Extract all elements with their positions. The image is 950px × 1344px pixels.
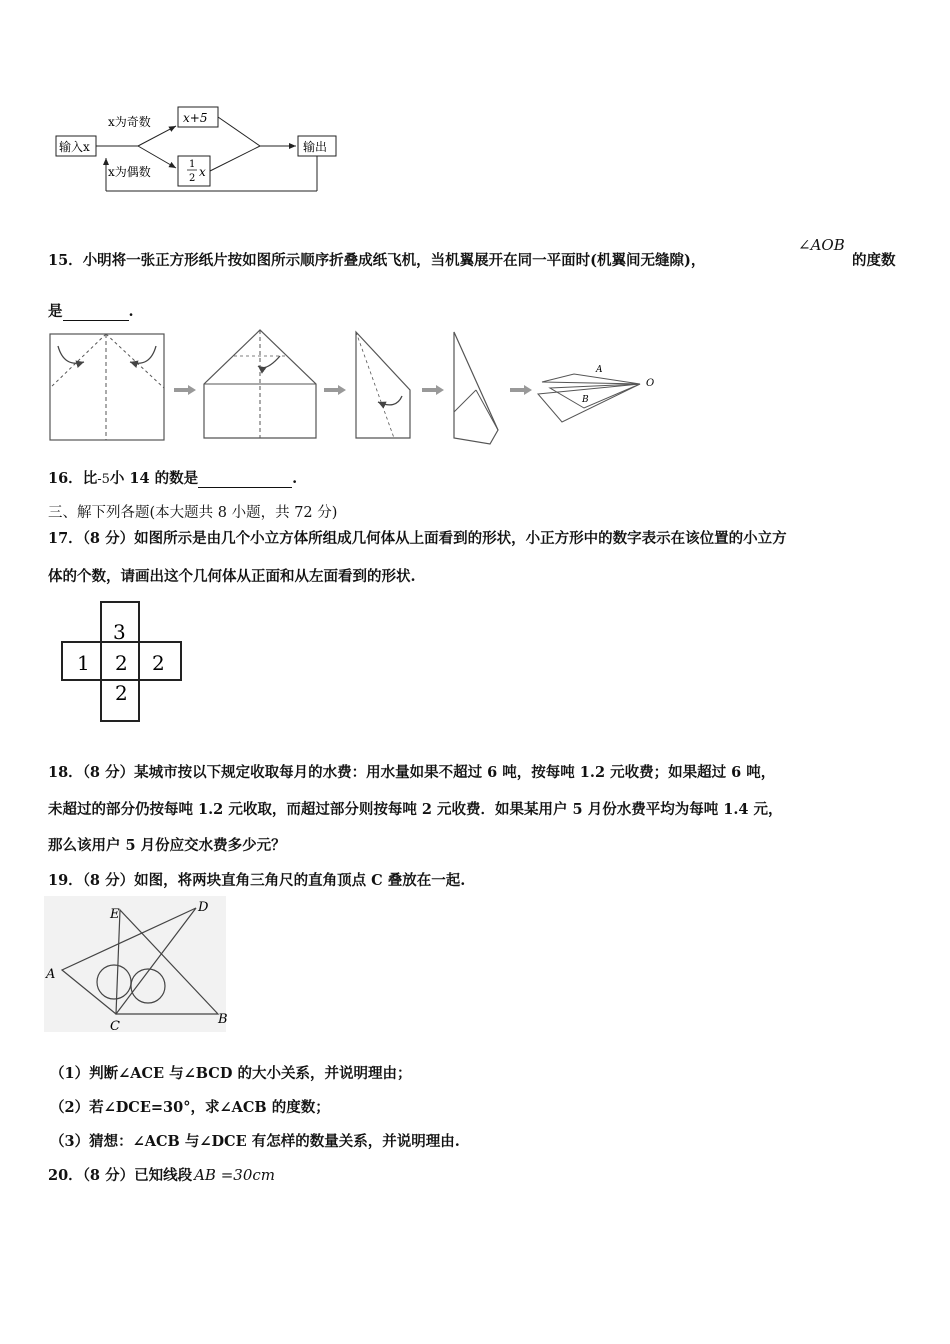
flowchart-even-den: 2 <box>189 173 196 184</box>
grid-center: 2 <box>115 651 128 675</box>
q15-text-a: 小明将一张正方形纸片按如图所示顺序折叠成纸飞机，当机翼展开在同一平面时(机翼间无缝隙)， <box>82 252 706 269</box>
q15-answer-blank[interactable] <box>63 303 129 321</box>
q18-line1 <box>48 761 775 782</box>
q17-text-b: 体的个数，请画出这个几何体从正面和从左面看到的形状. <box>48 568 416 585</box>
q17-text-a: 如图所示是由几个小立方体所组成几何体从上面看到的形状，小正方形中的数字表示在该位置的小立方 <box>134 530 787 547</box>
q20-number: 20． <box>48 1167 83 1184</box>
plane-label-a: A <box>596 365 603 375</box>
q15-text-b: 的度数 <box>852 252 896 269</box>
q16-text-a: 比 <box>82 470 98 487</box>
section3-title: 三、解下列各题(本大题共 8 小题，共 72 分) <box>48 505 338 521</box>
grid-left: 1 <box>77 651 90 675</box>
q16-value: -5 <box>97 472 110 487</box>
plane-label-b: B <box>582 395 589 405</box>
q16-end: . <box>292 470 298 487</box>
q18-points: （8 分） <box>82 764 135 781</box>
tri-label-c: C <box>110 1019 120 1034</box>
q19-text: 如图，将两块直角三角尺的直角顶点 C 叠放在一起. <box>134 872 466 889</box>
q19-sub3: （3）猜想：∠ACB 与∠DCE 有怎样的数量关系，并说明理由. <box>50 1133 460 1150</box>
q18-line3 <box>48 834 286 855</box>
flowchart-even-num: 1 <box>189 159 196 170</box>
q15-line1 <box>48 249 705 270</box>
paper-plane-figure <box>44 326 664 450</box>
q19-triangles-figure <box>44 896 234 1034</box>
q19-points: （8 分） <box>82 872 135 889</box>
q18-text-3: 那么该用户 5 月份应交水费多少元？ <box>48 837 286 854</box>
q17-grid-figure <box>58 600 188 726</box>
q19-sub2: （2）若∠DCE=30°，求∠ACB 的度数； <box>50 1099 330 1116</box>
flowchart-even-var: x <box>199 165 206 179</box>
grid-top: 3 <box>113 620 126 644</box>
q16-text-b: 小 14 的数是 <box>109 470 199 487</box>
q16-answer-blank[interactable] <box>198 470 292 488</box>
q20-line <box>48 1164 275 1185</box>
q20-text: 已知线段 <box>134 1167 193 1184</box>
q17-line2 <box>48 565 416 586</box>
grid-bottom: 2 <box>115 681 128 705</box>
q19-line <box>48 869 465 890</box>
flowchart-even-branch: x为偶数 <box>108 165 151 179</box>
q15-end: . <box>128 303 134 320</box>
q20-expr: AB =30cm <box>194 1166 275 1184</box>
tri-label-d: D <box>198 900 209 915</box>
q16-line <box>48 467 297 488</box>
q15-number: 15． <box>48 252 83 269</box>
grid-right: 2 <box>152 651 165 675</box>
q18-text-1: 某城市按以下规定收取每月的水费：用水量如果不超过 6 吨，按每吨 1.2 元收费；如果超过 6 吨， <box>134 764 776 781</box>
flowchart-odd-op: x+5 <box>183 111 208 125</box>
q17-line1 <box>48 527 787 548</box>
q19-sub1: （1）判断∠ACE 与∠BCD 的大小关系，并说明理由； <box>50 1065 412 1082</box>
q17-points: （8 分） <box>82 530 135 547</box>
tri-label-b: B <box>218 1012 228 1027</box>
flowchart-input: 输入x <box>59 140 90 154</box>
q17-number: 17． <box>48 530 83 547</box>
q18-number: 18． <box>48 764 83 781</box>
flowchart-figure <box>50 100 350 200</box>
plane-label-o: O <box>646 378 655 389</box>
tri-label-a: A <box>46 967 56 982</box>
flowchart-odd-branch: x为奇数 <box>108 115 151 129</box>
flowchart-output: 输出 <box>303 140 328 154</box>
q16-number: 16． <box>48 470 83 487</box>
q15-text-c: 是 <box>48 303 63 320</box>
q20-points: （8 分） <box>82 1167 135 1184</box>
q18-line2 <box>48 798 783 819</box>
q18-text-2: 未超过的部分仍按每吨 1.2 元收取，而超过部分则按每吨 2 元收费．如果某用户 5 月份水费平均为每吨 1.4 元， <box>48 801 783 818</box>
tri-label-e: E <box>110 907 120 922</box>
q19-number: 19． <box>48 872 83 889</box>
q15-line2 <box>48 300 134 321</box>
q15-angle: ∠AOB <box>798 236 845 254</box>
